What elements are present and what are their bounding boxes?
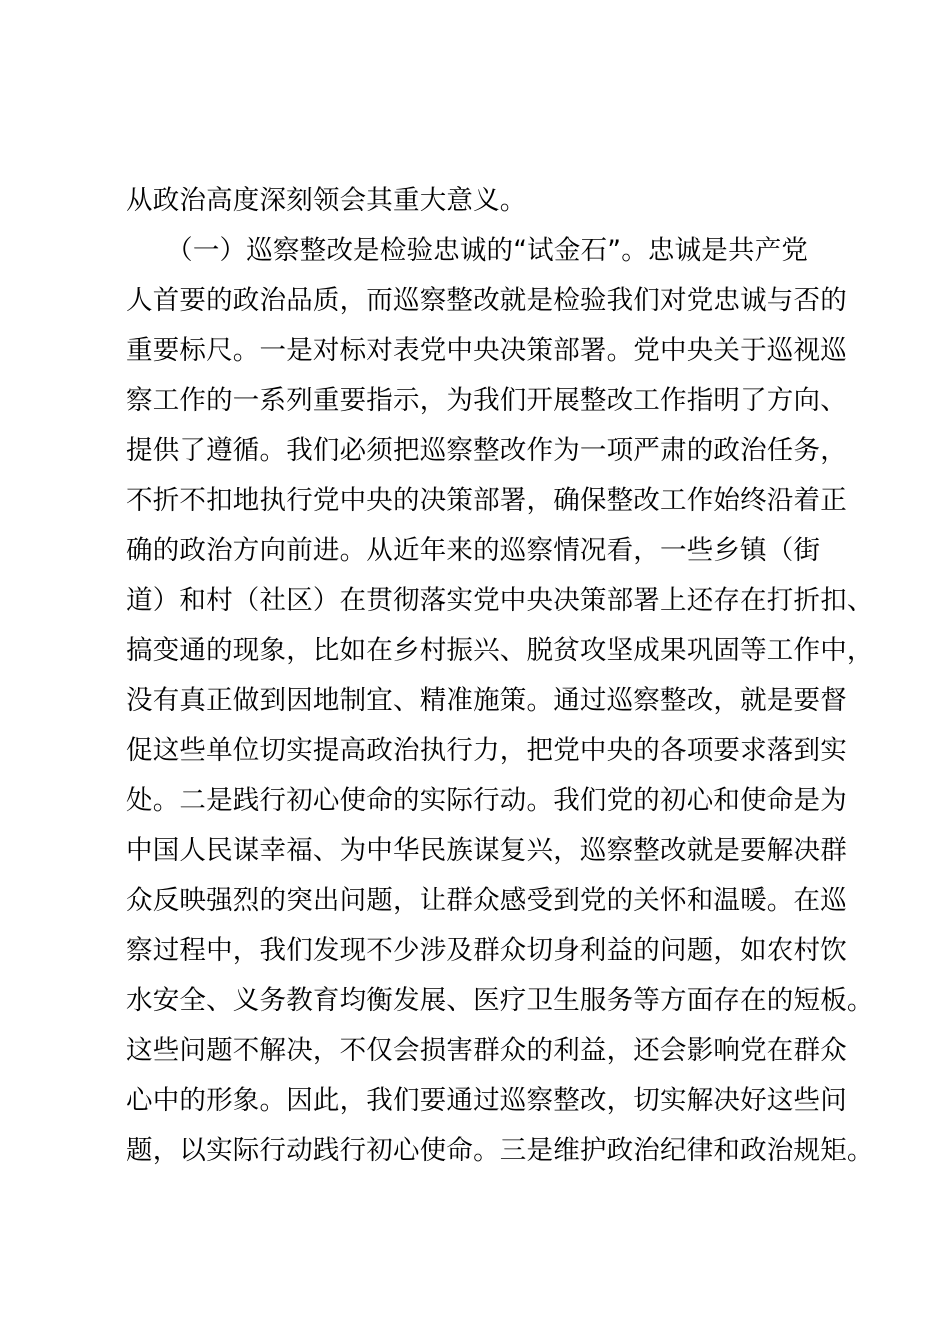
text-line: 搞变通的现象，比如在乡村振兴、脱贫攻坚成果巩固等工作中， — [126, 635, 874, 666]
text-line: 这些问题不解决，不仅会损害群众的利益，还会影响党在群众 — [126, 1035, 847, 1066]
text-line: 心中的形象。因此，我们要通过巡察整改，切实解决好这些问 — [126, 1085, 847, 1116]
text-line: 提供了遵循。我们必须把巡察整改作为一项严肃的政治任务， — [126, 435, 847, 466]
text-line: 从政治高度深刻领会其重大意义。 — [126, 185, 527, 216]
text-line: （一）巡察整改是检验忠诚的“试金石”。忠诚是共产党 — [126, 235, 809, 266]
text-line: 促这些单位切实提高政治执行力，把党中央的各项要求落到实 — [126, 735, 847, 766]
text-line: 处。二是践行初心使命的实际行动。我们党的初心和使命是为 — [126, 785, 847, 816]
text-line: 察工作的一系列重要指示，为我们开展整改工作指明了方向、 — [126, 385, 847, 416]
text-line: 没有真正做到因地制宜、精准施策。通过巡察整改，就是要督 — [126, 685, 847, 716]
text-line: 题，以实际行动践行初心使命。三是维护政治纪律和政治规矩。 — [126, 1135, 874, 1166]
text-line: 中国人民谋幸福、为中华民族谋复兴，巡察整改就是要解决群 — [126, 835, 847, 866]
text-line: 道）和村（社区）在贯彻落实党中央决策部署上还存在打折扣、 — [126, 585, 874, 616]
text-line: 人首要的政治品质，而巡察整改就是检验我们对党忠诚与否的 — [126, 285, 847, 316]
body-text — [126, 176, 874, 1176]
text-line: 察过程中，我们发现不少涉及群众切身利益的问题，如农村饮 — [126, 935, 847, 966]
text-line: 确的政治方向前进。从近年来的巡察情况看，一些乡镇（街 — [126, 535, 821, 566]
text-line: 众反映强烈的突出问题，让群众感受到党的关怀和温暖。在巡 — [126, 885, 847, 916]
text-line: 重要标尺。一是对标对表党中央决策部署。党中央关于巡视巡 — [126, 335, 847, 366]
text-line: 不折不扣地执行党中央的决策部署，确保整改工作始终沿着正 — [126, 485, 847, 516]
text-line: 水安全、义务教育均衡发展、医疗卫生服务等方面存在的短板。 — [126, 985, 874, 1016]
